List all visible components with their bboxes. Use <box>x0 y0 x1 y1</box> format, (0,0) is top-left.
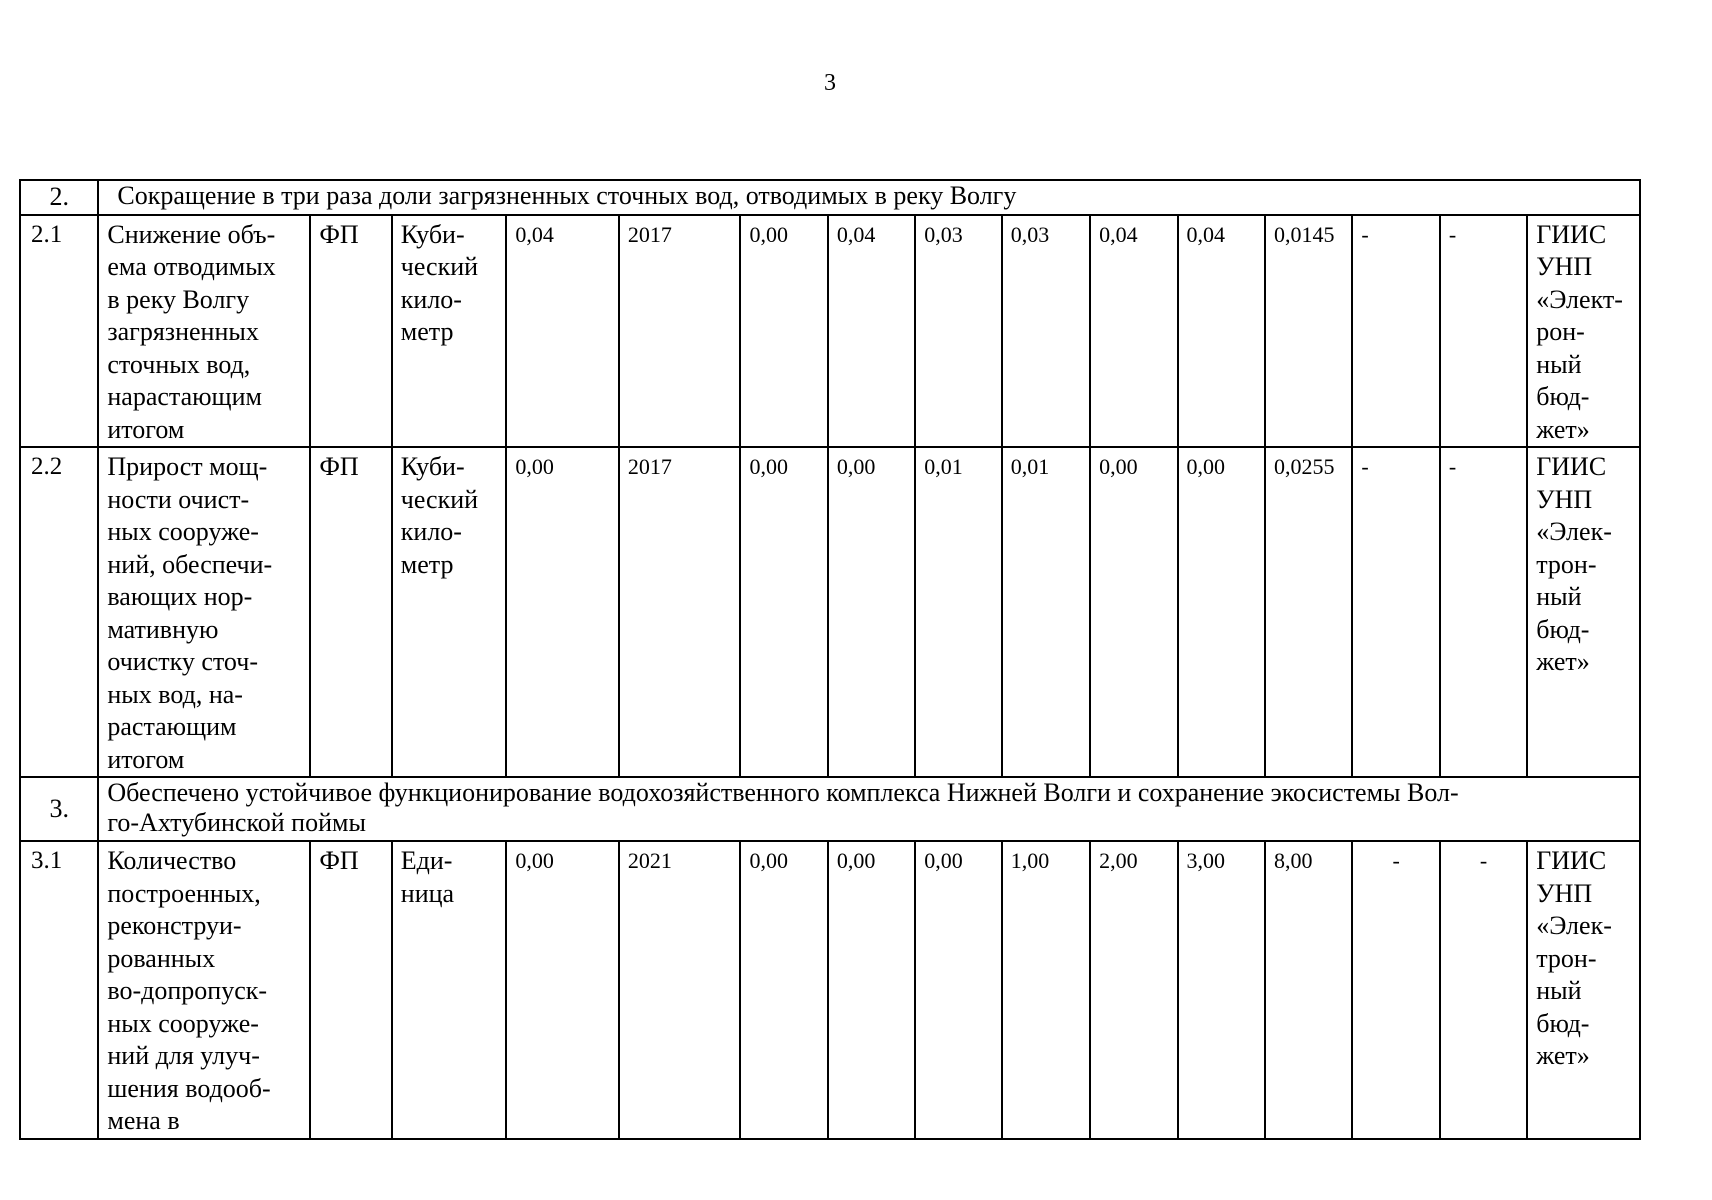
section-header-row <box>20 777 1640 841</box>
page-number: 3 <box>824 70 836 96</box>
table-row <box>20 841 1640 1139</box>
indicator-name: Снижение объ- ема отводимых в реку Волгу загрязненных сточных вод, нарастающим итогом <box>98 215 310 448</box>
value-cell: 0,00 <box>740 215 827 448</box>
indicators-table <box>19 179 1641 1140</box>
row-index: 2.2 <box>20 447 98 777</box>
value-cell: 0,00 <box>1178 447 1265 777</box>
value-cell: - <box>1440 447 1527 777</box>
base-year: 2017 <box>619 447 741 777</box>
data-source: ГИИС УНП «Элек- трон- ный бюд- жет» <box>1527 841 1640 1139</box>
base-year: 2017 <box>619 215 741 448</box>
base-year: 2021 <box>619 841 741 1139</box>
value-cell: 0,00 <box>828 447 915 777</box>
base-value: 0,00 <box>506 841 619 1139</box>
value-cell: 0,03 <box>1002 215 1090 448</box>
base-value: 0,00 <box>506 447 619 777</box>
indicator-type: ФП <box>310 215 391 448</box>
section-index: 3. <box>20 777 98 841</box>
data-source: ГИИС УНП «Элек- трон- ный бюд- жет» <box>1527 447 1640 777</box>
indicator-unit: Еди- ница <box>392 841 507 1139</box>
value-cell: 2,00 <box>1090 841 1177 1139</box>
indicator-unit: Куби- ческий кило- метр <box>392 215 507 448</box>
section-title: Обеспечено устойчивое функционирование водохозяйственного комплекса Нижней Волги и сохранение экосистемы Вол- го-Ахтубинской поймы <box>98 777 1640 841</box>
value-cell: 0,01 <box>1002 447 1090 777</box>
value-cell: - <box>1352 215 1439 448</box>
value-cell: 3,00 <box>1178 841 1265 1139</box>
value-cell: 0,0255 <box>1265 447 1352 777</box>
base-value: 0,04 <box>506 215 619 448</box>
indicator-name: Прирост мощ- ности очист- ных сооруже- ний, обеспечи- вающих нор- мативную очистку сточ- ных вод, на- растающим итогом <box>98 447 310 777</box>
value-cell: - <box>1352 447 1439 777</box>
section-header-row <box>20 180 1640 215</box>
indicator-type: ФП <box>310 447 391 777</box>
value-cell: 0,00 <box>1090 447 1177 777</box>
section-title: Сокращение в три раза доли загрязненных сточных вод, отводимых в реку Волгу <box>98 180 1640 215</box>
value-cell: - <box>1352 841 1439 1139</box>
value-cell: 0,04 <box>1178 215 1265 448</box>
value-cell: - <box>1440 841 1527 1139</box>
value-cell: 0,01 <box>915 447 1001 777</box>
value-cell: 0,0145 <box>1265 215 1352 448</box>
section-index: 2. <box>20 180 98 215</box>
value-cell: 8,00 <box>1265 841 1352 1139</box>
value-cell: 0,00 <box>828 841 915 1139</box>
row-index: 3.1 <box>20 841 98 1139</box>
value-cell: - <box>1440 215 1527 448</box>
value-cell: 0,00 <box>740 841 827 1139</box>
value-cell: 0,03 <box>915 215 1001 448</box>
row-index: 2.1 <box>20 215 98 448</box>
table-row <box>20 447 1640 777</box>
value-cell: 0,04 <box>1090 215 1177 448</box>
indicator-name: Количество построенных, реконструи- рованных во-допропуск- ных сооруже- ний для улуч- шения водооб- мена в <box>98 841 310 1139</box>
indicator-type: ФП <box>310 841 391 1139</box>
value-cell: 0,00 <box>915 841 1001 1139</box>
value-cell: 0,04 <box>828 215 915 448</box>
table-row <box>20 215 1640 448</box>
value-cell: 0,00 <box>740 447 827 777</box>
value-cell: 1,00 <box>1002 841 1090 1139</box>
data-source: ГИИС УНП «Элект- рон- ный бюд- жет» <box>1527 215 1640 448</box>
indicator-unit: Куби- ческий кило- метр <box>392 447 507 777</box>
